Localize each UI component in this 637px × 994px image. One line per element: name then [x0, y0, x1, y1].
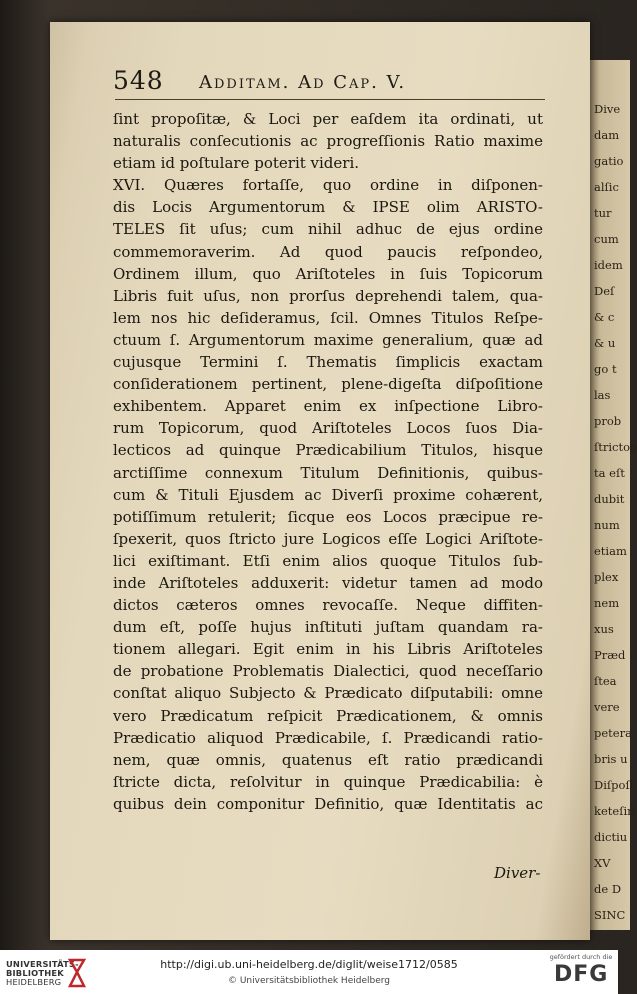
- facing-line: SINC: [594, 908, 626, 922]
- facing-line: & c: [594, 310, 615, 324]
- text-line: ſint propoſitæ, & Loci per eaſdem ita ordinati, ut: [113, 110, 543, 128]
- facing-line: xus: [594, 622, 614, 636]
- facing-line: dictiu: [594, 830, 628, 844]
- dfg-funding[interactable]: [548, 953, 614, 991]
- text-line: TELES ſit uſus; cum nihil adhuc de ejus ordine: [113, 220, 543, 239]
- facing-page-edge: [590, 60, 637, 930]
- text-line: commemoraverim. Ad quod paucis reſpondeo,: [113, 242, 543, 261]
- text-line: de probatione Problematis Dialectici, quod neceſſario: [113, 662, 543, 681]
- page-header: [113, 66, 543, 100]
- text-line: potiſſimum retulerit; ſicque eos Locos præcipue re-: [113, 507, 543, 526]
- text-line: vero Prædicatum reſpicit Prædicationem, & omnis: [113, 706, 543, 725]
- library-name-line1: UNIVERSITÄTS-: [6, 959, 79, 969]
- library-name-line2: BIBLIOTHEK: [6, 968, 64, 978]
- copyright-notice: © Universitätsbibliothek Heidelberg: [227, 976, 390, 986]
- text-line: naturalis conſecutionis ac progreſſionis Ratio maxime: [113, 132, 543, 151]
- facing-line: vere: [594, 700, 620, 714]
- footer-bar: [0, 950, 618, 994]
- funding-caption: gefördert durch die: [549, 953, 613, 961]
- text-line: arctiſſime connexum Titulum Definitionis, quibus-: [113, 463, 543, 482]
- facing-line: Deſ: [594, 284, 615, 298]
- text-line: rum Topicorum, quod Ariſtoteles Locos ſuos Dia-: [113, 419, 543, 438]
- page-number: 548: [113, 66, 164, 95]
- facing-line: prob: [594, 414, 622, 428]
- text-line: XVI. Quæres fortaſſe, quo ordine in diſponen-: [113, 176, 543, 195]
- facing-line: ta eſt: [594, 466, 625, 480]
- text-line: exhibentem. Apparet enim ex inſpectione Libro-: [113, 397, 543, 416]
- facing-line: cum: [594, 232, 619, 246]
- text-line: dum eſt, poſſe hujus inſtituti juſtam quandam ra-: [113, 618, 543, 637]
- text-line: conſtat aliquo Subjecto & Prædicato diſputabili: omne: [113, 684, 543, 703]
- facing-line: dam: [594, 128, 620, 142]
- text-line: Prædicatio aliquod Prædicabile, ſ. Prædicandi ratio-: [113, 728, 543, 747]
- text-line: lem nos hic deſideramus, ſcil. Omnes Titulos Reſpe-: [113, 308, 543, 327]
- facing-line: ſtea: [594, 674, 617, 688]
- facing-line: num: [594, 518, 620, 532]
- body-text: [113, 108, 543, 815]
- facing-line: bris u: [594, 752, 628, 766]
- facing-line: XV: [594, 856, 611, 870]
- text-line: dis Locis Argumentorum & IPSE olim ARISTO-: [113, 198, 543, 217]
- header-rule: [115, 99, 545, 100]
- text-line: etiam id poſtulare poterit videri.: [113, 154, 360, 173]
- text-line: nem, quæ omnis, quatenus eſt ratio prædicandi: [113, 750, 543, 769]
- facing-line: las: [594, 388, 611, 402]
- text-line: Ordinem illum, quo Ariſtoteles in ſuis Topicorum: [113, 264, 543, 283]
- text-line: ſtricte dicta, reſolvitur in quinque Prædicabilia: è: [113, 772, 543, 791]
- facing-line: de D: [594, 882, 622, 896]
- facing-line: nem: [594, 596, 620, 610]
- text-line: lici exiſtimant. Etſi enim alios quoque Titulos ſub-: [113, 551, 543, 570]
- facing-page-text: [594, 96, 637, 928]
- facing-line: idem: [594, 258, 623, 272]
- facing-line: petera: [594, 726, 632, 740]
- text-line: cum & Tituli Ejusdem ac Diverſi proxime cohærent,: [113, 485, 543, 504]
- running-head: Additam. Ad Cap. V.: [199, 72, 407, 93]
- facing-line: etiam: [594, 544, 627, 558]
- catchword: Diver-: [494, 864, 541, 882]
- text-line: ctuum ſ. Argumentorum maxime generalium, quæ ad: [113, 330, 543, 349]
- facing-line: ſtrictop: [594, 440, 637, 454]
- facing-line: plex: [594, 570, 619, 584]
- facing-line: go t: [594, 362, 617, 376]
- text-line: dictos cæteros omnes revocaſſe. Neque diffiten-: [113, 596, 543, 615]
- facing-line: dubit: [594, 492, 625, 506]
- facing-line: Dive: [594, 102, 621, 116]
- library-name-line3: HEIDELBERG: [6, 977, 62, 987]
- facing-line: Diſpoſi: [594, 778, 634, 792]
- text-line: ſpexerit, quos ſtricto jure Logicos eſſe Logici Ariſtote-: [113, 529, 543, 548]
- permalink-url[interactable]: http://digi.ub.uni-heidelberg.de/diglit/weise1712/0585: [160, 958, 458, 971]
- facing-line: keteſin: [594, 804, 635, 818]
- text-line: tionem allegari. Egit enim in his Libris Ariſtoteles: [113, 640, 543, 659]
- text-line: quibus dein componitur Definitio, quæ Identitatis ac: [113, 794, 543, 813]
- facing-line: gatio: [594, 154, 624, 168]
- text-line: cujusque Termini ſ. Thematis ſimplicis exactam: [113, 353, 543, 372]
- dfg-logo: DFG: [554, 962, 609, 987]
- facing-line: tur: [594, 206, 612, 220]
- facing-line: alſic: [594, 180, 619, 194]
- text-line: Libris fuit uſus, non prorſus deprehendi talem, qua-: [113, 286, 543, 305]
- text-line: inde Ariſtoteles adduxerit: videtur tamen ad modo: [113, 573, 543, 592]
- text-line: lecticos ad quinque Prædicabilium Titulos, hisque: [113, 441, 543, 460]
- text-line: conſiderationem pertinent, plene-digeſta diſpoſitione: [113, 375, 543, 394]
- facing-line: Præd: [594, 648, 626, 662]
- facing-line: & u: [594, 336, 616, 350]
